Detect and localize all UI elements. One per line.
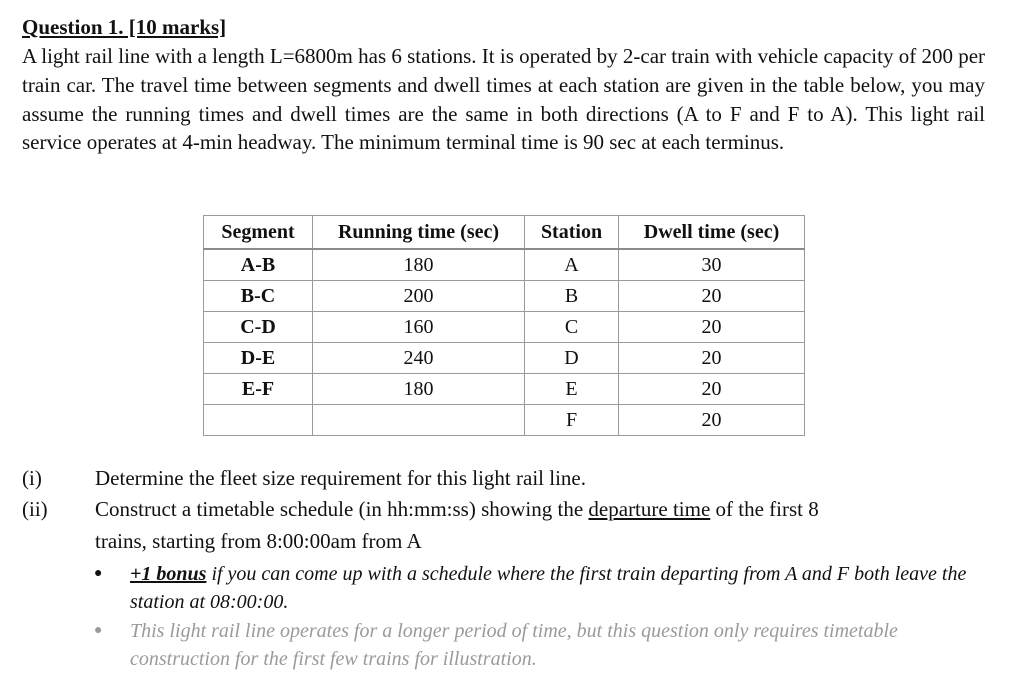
part-ii-text-before: Construct a timetable schedule (in hh:mm:ss) showing the (95, 497, 589, 521)
table-row (204, 281, 805, 312)
table-header-row (204, 216, 805, 250)
running-time-cell: 180 (313, 374, 525, 405)
running-time-cell (313, 405, 525, 436)
station-cell: F (525, 405, 619, 436)
station-cell: E (525, 374, 619, 405)
running-time-cell: 240 (313, 343, 525, 374)
dwell-time-cell: 20 (619, 281, 805, 312)
part-i-text: Determine the fleet size requirement for this light rail line. (95, 466, 586, 490)
question-intro: A light rail line with a length L=6800m has 6 stations. It is operated by 2-car train with vehicle capacity of 200 per train car. The travel time between segments and dwell times at each station are given in the table below, you may assume the running times and dwell times are the same in both directions (A to F and F to A). This light rail service operates at 4-min headway. The minimum terminal time is 90 sec at each terminus. (22, 44, 986, 155)
part-ii-text-line2: trains, starting from 8:00:00am from A (95, 529, 422, 553)
header-station: Station (525, 216, 619, 250)
part-ii-number: (ii) (22, 497, 48, 521)
part-ii-text-after: of the first 8 (710, 497, 819, 521)
table-row (204, 312, 805, 343)
bonus-text (130, 560, 990, 616)
part-i-number: (i) (22, 466, 42, 490)
running-time-cell: 180 (313, 249, 525, 281)
table-row (204, 249, 805, 281)
bullet-dot-icon: ● (94, 623, 103, 638)
header-dwell-time: Dwell time (sec) (619, 216, 805, 250)
table-row (204, 343, 805, 374)
segment-cell: B-C (204, 281, 313, 312)
travel-time-table (203, 215, 805, 436)
segment-cell (204, 405, 313, 436)
station-cell: B (525, 281, 619, 312)
header-segment: Segment (204, 216, 313, 250)
station-cell: A (525, 249, 619, 281)
station-cell: D (525, 343, 619, 374)
segment-cell: E-F (204, 374, 313, 405)
bonus-label: +1 bonus (130, 563, 207, 585)
segment-cell: D-E (204, 343, 313, 374)
station-cell: C (525, 312, 619, 343)
dwell-time-cell: 30 (619, 249, 805, 281)
part-ii-underlined-text: departure time (588, 497, 711, 521)
part-ii-text (95, 494, 995, 524)
running-time-cell: 200 (313, 281, 525, 312)
bullet-dot-icon: ● (94, 566, 103, 581)
table-row (204, 405, 805, 436)
running-time-cell: 160 (313, 312, 525, 343)
dwell-time-cell: 20 (619, 343, 805, 374)
table-row (204, 374, 805, 405)
segment-cell: C-D (204, 312, 313, 343)
note-text: This light rail line operates for a longer period of time, but this question only requires timetable construction for the first few trains for illustration. (130, 620, 898, 670)
question-heading: Question 1. [10 marks] (22, 15, 227, 39)
segment-cell: A-B (204, 249, 313, 281)
bonus-description: if you can come up with a schedule where the first train departing from A and F both leave the station at 08:00:00. (130, 563, 967, 613)
dwell-time-cell: 20 (619, 374, 805, 405)
dwell-time-cell: 20 (619, 312, 805, 343)
dwell-time-cell: 20 (619, 405, 805, 436)
header-running-time: Running time (sec) (313, 216, 525, 250)
